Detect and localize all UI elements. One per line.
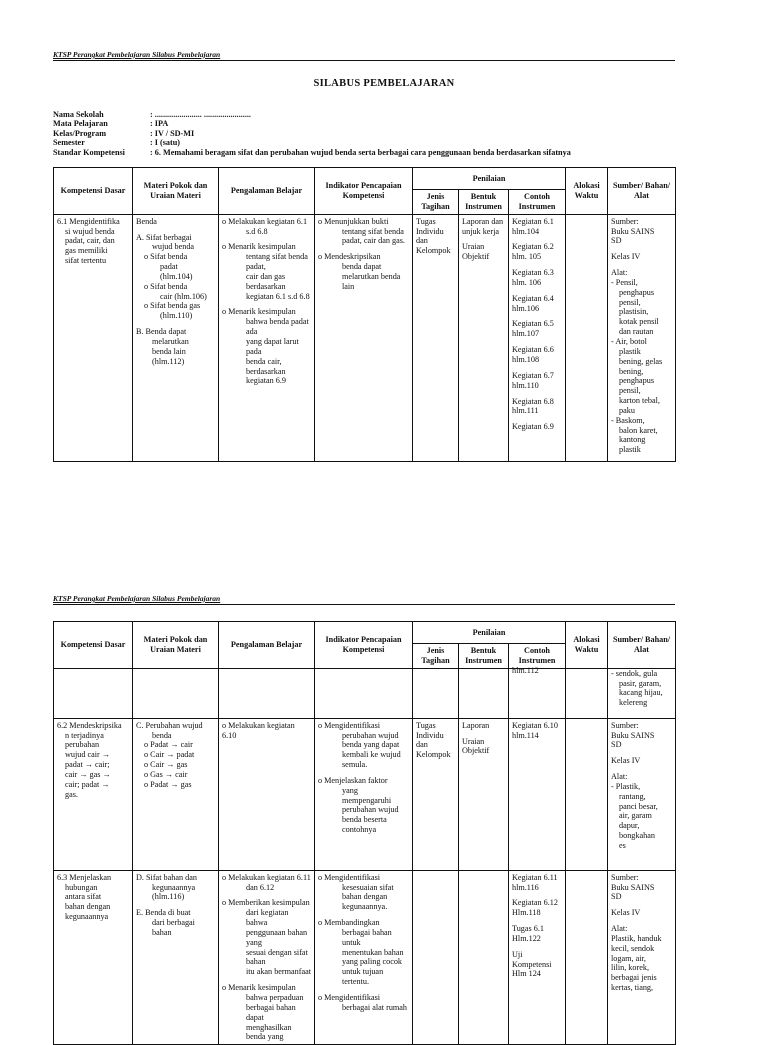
cell-line: o Padat → cair: [144, 740, 193, 750]
cell-bentuk: [459, 870, 509, 1045]
cell-line: Objektif: [462, 746, 490, 756]
cell-line: unjuk kerja: [462, 226, 500, 236]
cell-line: o Menjelaskan faktor: [318, 775, 388, 785]
cell-line: Alat:: [611, 924, 628, 934]
cell-alokasi: [566, 214, 608, 461]
meta-row: [53, 119, 571, 128]
meta-value: : IPA: [150, 119, 169, 129]
cell-line: sesuai dengan sifat bahan: [246, 947, 308, 967]
cont-contoh: hlm.112: [512, 665, 539, 675]
cell-line: B. Benda dapat: [136, 327, 187, 337]
cell-line: yang paling cocok: [342, 957, 403, 967]
col-alokasi: Alokasi Waktu: [566, 168, 608, 215]
cell-line: o Sifat benda: [144, 252, 188, 262]
meta-label: Mata Pelajaran: [53, 119, 108, 129]
cell-line: penggunaan bahan yang: [246, 927, 308, 947]
cell-line: o Melakukan kegiatan 6.10: [222, 720, 295, 740]
cell-line: hlm.111: [512, 406, 539, 416]
cell-line: (hlm.104): [160, 271, 193, 281]
cell-line: yang mempengaruhi: [342, 785, 392, 805]
cell-line: 6.3 Menjelaskan: [57, 872, 112, 882]
cell-line: SD: [611, 740, 622, 750]
cell-line: perubahan wujud: [342, 730, 399, 740]
meta-value: : 6. Memahami beragam sifat dan perubahan wujud benda serta berbagai cara penggunaan benda berdasarkan sifatnya: [150, 147, 571, 157]
cell-line: Hlm 124: [512, 969, 541, 979]
cell-line: dari berbagai: [152, 918, 195, 928]
cell-line: o Sifat benda: [144, 281, 188, 291]
cell-line: o Membandingkan: [318, 918, 380, 928]
cell-sumber: [608, 870, 676, 1045]
cell-line: 6.2 Mendeskripsika: [57, 720, 122, 730]
cell-line: o Mengidentifikasi: [318, 872, 381, 882]
col-penilaian: Penilaian: [413, 622, 566, 644]
cell-line: dan: [416, 236, 428, 246]
cell-line: Kompetensi: [512, 959, 552, 969]
cell-line: cair (hlm.106): [160, 291, 207, 301]
cell-line: penghapus: [619, 287, 655, 297]
cell-line: pensil,: [619, 297, 641, 307]
cell-line: panci besar,: [619, 801, 658, 811]
cell-jenis: [413, 718, 459, 870]
cell-line: Objektif: [462, 252, 490, 262]
cell-line: Tugas: [416, 720, 436, 730]
cell-line: plastisin,: [619, 307, 649, 317]
cell-line: n terjadinya: [65, 730, 104, 740]
cell-line: semula.: [342, 760, 368, 770]
cell-kd: [54, 718, 133, 870]
cell-kd: [54, 668, 133, 718]
meta-row: [53, 129, 571, 138]
meta-label: Nama Sekolah: [53, 110, 104, 119]
table-row-continued: [54, 668, 676, 718]
cell-materi: [133, 214, 219, 461]
meta-row: [53, 110, 571, 119]
cell-line: - Air, botol: [611, 336, 647, 346]
cell-line: benda beserta: [342, 815, 387, 825]
cell-line: hlm.104: [512, 226, 540, 236]
header-rule: [53, 60, 675, 61]
cell-line: Alat:: [611, 772, 628, 782]
cell-bentuk: [459, 718, 509, 870]
col-sumber: Sumber/ Bahan/ Alat: [608, 622, 676, 669]
cell-line: dari kegiatan bahwa: [246, 908, 289, 928]
cell-line: benda cair, berdasarkan: [246, 356, 286, 376]
cell-contoh: [509, 718, 566, 870]
col-kd: Kompetensi Dasar: [54, 622, 133, 669]
cell-line: SD: [611, 892, 622, 902]
cell-line: Tugas: [416, 216, 436, 226]
cell-line: pensil,: [619, 386, 641, 396]
meta-label: Kelas/Program: [53, 128, 107, 138]
cell-line: Kegiatan 6.7: [512, 370, 554, 380]
cell-line: - sendok, gula: [611, 668, 658, 678]
cell-line: - Plastik,: [611, 781, 641, 791]
cell-line: o Menarik kesimpulan: [222, 242, 296, 252]
cell-line: o Cair → padat: [144, 750, 195, 760]
cell-line: o Mengidentifikasi: [318, 720, 381, 730]
col-contoh: Contoh Instrumen: [509, 644, 566, 669]
cell-line: o Melakukan kegiatan 6.11: [222, 872, 311, 882]
cell-line: Kegiatan 6.8: [512, 396, 554, 406]
col-penilaian: Penilaian: [413, 168, 566, 190]
cell-indikator: [315, 718, 413, 870]
cell-line: o Menarik kesimpulan: [222, 983, 296, 993]
cell-jenis: [413, 870, 459, 1045]
cell-line: bening, gelas: [619, 356, 663, 366]
cell-line: cair → gas →: [65, 769, 111, 779]
cell-line: o Melakukan kegiatan 6.1: [222, 216, 308, 226]
cell-line: plastik: [619, 445, 641, 455]
cell-alokasi: [566, 668, 608, 718]
cell-line: bahan dengan: [65, 902, 111, 912]
cell-line: berbagai jenis: [611, 973, 657, 983]
cell-line: A. Sifat berbagai: [136, 232, 192, 242]
col-indikator: Indikator Pencapaian Kompetensi: [315, 168, 413, 215]
page-title: SILABUS PEMBELAJARAN: [313, 78, 455, 89]
cell-alokasi: [566, 718, 608, 870]
cell-line: Kegiatan 6.2: [512, 242, 554, 252]
cell-line: Buku SAINS: [611, 226, 655, 236]
col-materi: Materi Pokok dan Uraian Materi: [133, 168, 219, 215]
cell-line: padat: [160, 262, 178, 272]
running-header: KTSP Perangkat Pembelajaran Silabus Pembelajaran: [53, 50, 221, 59]
col-alokasi: Alokasi Waktu: [566, 622, 608, 669]
cell-line: hlm.108: [512, 354, 540, 364]
cell-line: padat, cair, dan: [65, 236, 115, 246]
cell-line: berbagai bahan untuk: [342, 927, 392, 947]
cell-line: o Mengidentifikasi: [318, 992, 381, 1002]
table-row-6-2: [54, 718, 676, 870]
cell-line: Buku SAINS: [611, 882, 655, 892]
header-rule-2: [53, 604, 675, 605]
cell-line: hlm.107: [512, 329, 540, 339]
cell-bentuk: [459, 214, 509, 461]
cell-line: dan 6.12: [246, 882, 275, 892]
cell-pengalaman: [219, 668, 315, 718]
cell-line: o Cair → gas: [144, 760, 188, 770]
cell-line: logam, air,: [611, 953, 646, 963]
cell-line: gas memiliki: [65, 246, 108, 256]
cell-line: benda yang dapat: [342, 740, 400, 750]
cell-line: Kegiatan 6.5: [512, 319, 554, 329]
cell-line: dan rautan: [619, 327, 654, 337]
cell-line: Kelas IV: [611, 252, 641, 262]
col-sumber: Sumber/ Bahan/ Alat: [608, 168, 676, 215]
cell-line: menghasilkan benda yang: [246, 1022, 292, 1042]
cell-line: (hlm.110): [160, 311, 193, 321]
meta-value: : ....................... .......................: [150, 110, 251, 119]
cell-materi: [133, 870, 219, 1045]
syllabus-table-1: [53, 167, 676, 462]
cell-line: antara sifat: [65, 892, 102, 902]
cell-line: D. Sifat bahan dan: [136, 872, 197, 882]
cell-line: pasir, garam,: [619, 678, 662, 688]
meta-value: : I (satu): [150, 138, 181, 148]
cell-line: Buku SAINS: [611, 730, 655, 740]
cell-sumber: [608, 668, 676, 718]
cell-line: plastik: [619, 346, 641, 356]
cell-line: rantang,: [619, 791, 646, 801]
cell-line: kantong: [619, 435, 646, 445]
cell-line: Laporan: [462, 720, 490, 730]
cell-line: berbagai alat rumah: [342, 1002, 408, 1012]
cell-line: bahwa benda padat ada: [246, 317, 309, 337]
cell-sumber: [608, 214, 676, 461]
cell-line: paku: [619, 405, 635, 415]
cell-line: penghapus: [619, 376, 655, 386]
cell-line: o Menarik kesimpulan: [222, 307, 296, 317]
cell-jenis: [413, 214, 459, 461]
cell-line: hlm.106: [512, 303, 540, 313]
cell-line: Individu: [416, 730, 444, 740]
meta-row: [53, 138, 571, 147]
cell-jenis: [413, 668, 459, 718]
cell-line: melarutkan: [152, 336, 189, 346]
cell-line: Kegiatan 6.4: [512, 293, 554, 303]
cell-line: C. Perubahan wujud: [136, 720, 203, 730]
meta-label: Standar Kompetensi: [53, 147, 125, 157]
cell-line: hubungan: [65, 882, 98, 892]
cell-line: wujud benda: [152, 242, 195, 252]
cell-line: Kelompok: [416, 750, 451, 760]
cell-line: Uji: [512, 949, 523, 959]
cell-line: si wujud benda: [65, 226, 115, 236]
cell-line: Sumber:: [611, 720, 639, 730]
cell-indikator: [315, 214, 413, 461]
cell-line: Alat:: [611, 268, 628, 278]
cell-line: bahan dengan: [342, 892, 388, 902]
cell-line: s.d 6.8: [246, 226, 268, 236]
cell-line: melarutkan benda lain: [342, 271, 401, 291]
cell-line: menentukan bahan: [342, 947, 404, 957]
cell-kd: [54, 870, 133, 1045]
running-header-2: KTSP Perangkat Pembelajaran Silabus Pembelajaran: [53, 594, 221, 603]
syllabus-table-2: [53, 621, 676, 1045]
cell-alokasi: [566, 870, 608, 1045]
cell-line: tentang sifat benda padat,: [246, 252, 308, 272]
cell-line: Kegiatan 6.11: [512, 872, 558, 882]
cell-pengalaman: [219, 870, 315, 1045]
cell-line: itu akan bermanfaat: [246, 967, 312, 977]
cell-line: berbagai bahan dapat: [246, 1002, 296, 1022]
cell-pengalaman: [219, 718, 315, 870]
col-pengalaman: Pengalaman Belajar: [219, 168, 315, 215]
cell-line: o Menunjukkan bukti: [318, 216, 389, 226]
cell-line: Tugas 6.1: [512, 924, 545, 934]
cell-line: 6.1 Mengidentifika: [57, 216, 120, 226]
cell-line: padat, cair dan gas.: [342, 236, 405, 246]
cell-line: Kegiatan 6.6: [512, 345, 554, 355]
cell-line: o Padat → gas: [144, 779, 192, 789]
col-contoh: Contoh Instrumen: [509, 190, 566, 215]
cell-materi: [133, 668, 219, 718]
cell-line: Kelompok: [416, 246, 451, 256]
col-jenis: Jenis Tagihan: [413, 190, 459, 215]
cell-line: Kelas IV: [611, 756, 641, 766]
cell-line: yang dapat larut pada: [246, 336, 299, 356]
cell-line: contohnya: [342, 825, 377, 835]
cell-line: padat → cair;: [65, 760, 110, 770]
cell-line: cair dan gas berdasarkan: [246, 271, 286, 291]
col-materi: Materi Pokok dan Uraian Materi: [133, 622, 219, 669]
cell-line: hlm.116: [512, 882, 539, 892]
cell-line: balon karet,: [619, 425, 658, 435]
cell-line: benda lain: [152, 346, 186, 356]
cell-line: kegiatan 6.9: [246, 376, 287, 386]
cell-line: Plastik, handuk: [611, 933, 662, 943]
cell-line: kecil, sendok: [611, 943, 655, 953]
cell-line: Hlm.122: [512, 933, 541, 943]
meta-row: [53, 148, 571, 157]
cell-line: cair; padat →: [65, 779, 110, 789]
cell-line: (hlm.112): [152, 356, 185, 366]
cell-line: perubahan wujud: [342, 805, 399, 815]
cell-line: kesesuaian sifat: [342, 882, 394, 892]
cell-line: kacang hijau,: [619, 688, 663, 698]
cell-line: kelereng: [619, 698, 648, 708]
col-indikator: Indikator Pencapaian Kompetensi: [315, 622, 413, 669]
cell-line: Kegiatan 6.10: [512, 720, 558, 730]
cell-line: karton tebal,: [619, 396, 660, 406]
cell-bentuk: [459, 668, 509, 718]
cell-line: es: [619, 840, 626, 850]
cell-line: air, garam: [619, 811, 652, 821]
cell-line: untuk tujuan tertentu.: [342, 967, 384, 987]
cell-line: Kegiatan 6.9: [512, 422, 554, 432]
cell-line: hlm. 105: [512, 252, 542, 262]
cell-contoh: [509, 665, 566, 718]
cell-line: dan: [416, 740, 428, 750]
cell-line: Individu: [416, 226, 444, 236]
cell-line: kertas, tiang,: [611, 983, 654, 993]
cell-line: wujud cair →: [65, 750, 111, 760]
cell-line: Kelas IV: [611, 908, 641, 918]
col-bentuk: Bentuk Instrumen: [459, 190, 509, 215]
cell-line: benda dapat: [342, 262, 382, 272]
cell-line: Hlm.118: [512, 908, 541, 918]
table-row-6-1: [54, 214, 676, 461]
table-row-6-3: [54, 870, 676, 1045]
cell-line: SD: [611, 236, 622, 246]
cell-line: Sumber:: [611, 872, 639, 882]
cell-contoh: [509, 214, 566, 461]
meta-label: Semester: [53, 138, 85, 148]
cell-line: dapur,: [619, 821, 640, 831]
cell-line: o Sifat benda gas: [144, 301, 201, 311]
cell-line: Kegiatan 6.12: [512, 898, 558, 908]
cell-line: perubahan: [65, 740, 100, 750]
cell-pengalaman: [219, 214, 315, 461]
cell-line: bahan: [152, 927, 172, 937]
meta-value: : IV / SD-MI: [150, 128, 195, 138]
col-bentuk: Bentuk Instrumen: [459, 644, 509, 669]
cell-kd: [54, 214, 133, 461]
cell-line: hlm. 106: [512, 277, 542, 287]
cell-line: lilin, korek,: [611, 963, 649, 973]
cell-line: kegunaannya: [65, 912, 109, 922]
cell-line: bongkahan: [619, 831, 655, 841]
cell-materi: [133, 718, 219, 870]
cell-line: benda: [152, 730, 172, 740]
cell-line: Kegiatan 6.3: [512, 268, 554, 278]
cell-line: tentang sifat benda: [342, 226, 404, 236]
cell-line: - Pensil,: [611, 277, 638, 287]
cell-line: (hlm.116): [152, 892, 185, 902]
cell-line: Benda: [136, 216, 157, 226]
cell-line: sifat tertentu: [65, 256, 107, 266]
cell-line: E. Benda di buat: [136, 908, 191, 918]
cell-line: - Baskom,: [611, 415, 645, 425]
cell-line: o Mendeskripsikan: [318, 252, 381, 262]
cell-line: Sumber:: [611, 216, 639, 226]
cell-line: Laporan dan: [462, 216, 504, 226]
cell-line: o Memberikan kesimpulan: [222, 898, 310, 908]
cell-line: Uraian: [462, 242, 485, 252]
cell-line: kegunaannya.: [342, 902, 388, 912]
cell-line: hlm.114: [512, 730, 539, 740]
cell-line: bening,: [619, 366, 644, 376]
cell-line: bahwa perpaduan: [246, 992, 304, 1002]
cell-line: gas.: [65, 789, 78, 799]
cell-line: o Gas → cair: [144, 769, 188, 779]
cell-line: hlm.110: [512, 380, 539, 390]
cell-line: kembali ke wujud: [342, 750, 401, 760]
cell-contoh: [509, 870, 566, 1045]
cell-line: Kegiatan 6.1: [512, 216, 554, 226]
col-pengalaman: Pengalaman Belajar: [219, 622, 315, 669]
cell-line: kegunaannya: [152, 882, 196, 892]
cell-sumber: [608, 718, 676, 870]
cell-indikator: [315, 870, 413, 1045]
col-jenis: Jenis Tagihan: [413, 644, 459, 669]
cell-line: Uraian: [462, 736, 485, 746]
meta-block: [53, 110, 571, 157]
col-kd: Kompetensi Dasar: [54, 168, 133, 215]
cell-indikator: [315, 668, 413, 718]
cell-line: kegiatan 6.1 s.d 6.8: [246, 291, 310, 301]
cell-line: kotak pensil: [619, 317, 659, 327]
